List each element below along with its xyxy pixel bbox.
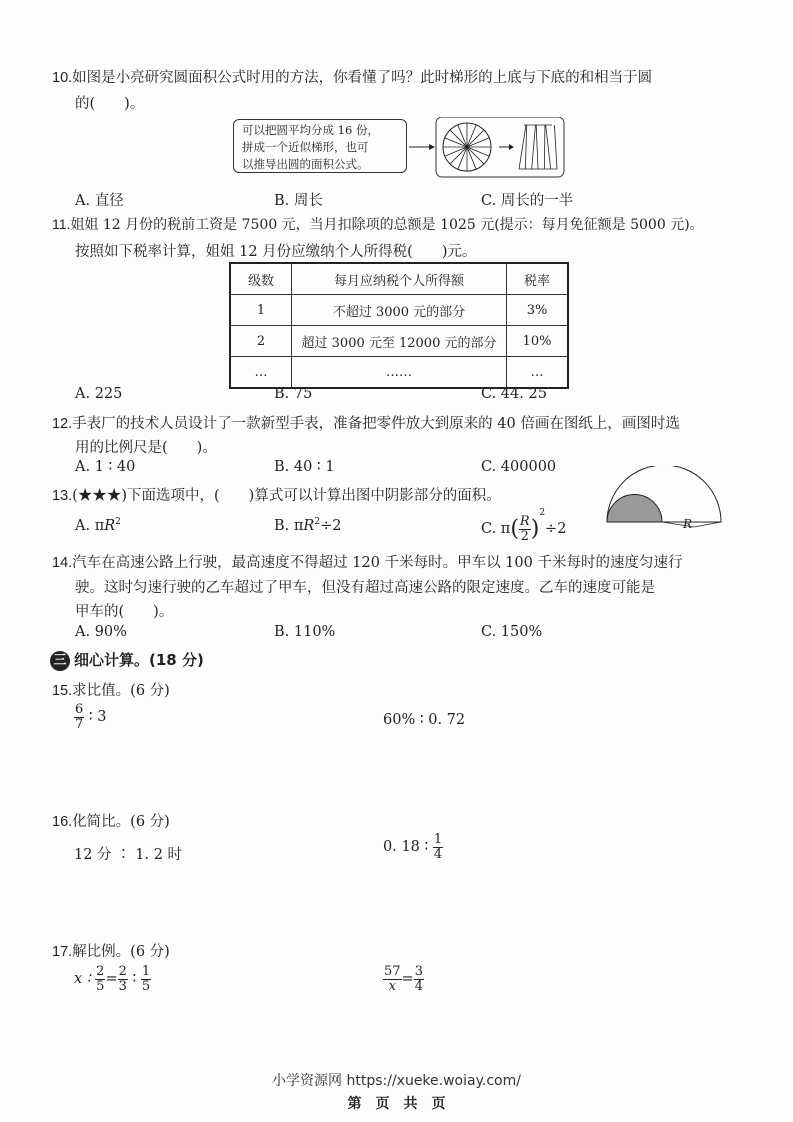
q14-option-b[interactable]: B. 110% <box>274 624 336 640</box>
table-cell: 1 <box>230 295 292 326</box>
q15-expr-a: $\frac{6}{7}$ ∶ 3 <box>75 702 107 732</box>
table-row <box>230 357 568 389</box>
section-3-heading <box>50 649 204 671</box>
table-cell: 10% <box>507 326 569 357</box>
figure-text-line: 拼成一个近似梯形，也可 <box>242 140 369 154</box>
divided-circle <box>443 123 491 171</box>
q15-expr-b: 60% ∶ 0. 72 <box>383 712 466 728</box>
q13-option-a[interactable]: A. $\pi R^2$ <box>75 517 121 534</box>
q13-semicircle-figure <box>604 466 744 532</box>
q14-line1: 14.汽车在高速公路上行驶，最高速度不得超过 120 千米每时。甲车以 100 千米每时的速度匀速行 <box>52 555 683 571</box>
q16-title: 16.化简比。(6 分) <box>52 814 170 830</box>
q17-expr-a: x ∶ $\frac{2}{5}$ = $\frac{2}{3}$ ∶ $\frac{1}{5}$ <box>74 964 151 994</box>
q14-line3: 甲车的( )。 <box>75 604 174 620</box>
table-header: 每月应纳税个人所得额 <box>292 263 507 295</box>
q10-circle-trapezoid-diagram <box>233 117 565 179</box>
page-number: 第 页 共 页 <box>347 1096 446 1112</box>
q11-option-c[interactable]: C. 44. 25 <box>481 386 547 402</box>
q16-expr-a: 12 分 ∶ 1. 2 时 <box>74 847 183 863</box>
q12-line2: 用的比例尺是( )。 <box>75 440 217 456</box>
table-header-row <box>230 263 568 295</box>
q14-line2: 驶。这时匀速行驶的乙车超过了甲车，但没有超过高速公路的限定速度。乙车的速度可能是 <box>75 580 655 596</box>
q12-option-b[interactable]: B. 40 ∶ 1 <box>274 459 335 475</box>
tax-rate-table <box>229 262 569 389</box>
q13-option-b[interactable]: B. $\pi R^2\div 2$ <box>274 517 342 534</box>
table-row <box>230 295 568 326</box>
q14-option-c[interactable]: C. 150% <box>481 624 543 640</box>
q10-option-c[interactable]: C. 周长的一半 <box>481 193 574 209</box>
q17-title: 17.解比例。(6 分) <box>52 944 170 960</box>
q17-expr-b: $\frac{57}{x}=$ $\frac{3}{4}$ <box>384 964 423 994</box>
table-cell: 超过 3000 元至 12000 元的部分 <box>292 326 507 357</box>
approx-trapezoid <box>519 125 557 169</box>
difficulty-stars: (★★★) <box>72 488 127 504</box>
q12-option-a[interactable]: A. 1 ∶ 40 <box>75 459 136 475</box>
q12-line1: 12.手表厂的技术人员设计了一款新型手表，准备把零件放大到原来的 40 倍画在图纸上，画图时选 <box>52 416 680 432</box>
table-cell: …… <box>292 357 507 389</box>
q14-option-a[interactable]: A. 90% <box>75 624 127 640</box>
q12-option-c[interactable]: C. 400000 <box>481 459 557 475</box>
q15-title: 15.求比值。(6 分) <box>52 683 170 699</box>
table-row <box>230 326 568 357</box>
q11-line2: 按照如下税率计算，姐姐 12 月份应缴纳个人所得税( )元。 <box>75 244 477 260</box>
table-header: 级数 <box>230 263 292 295</box>
table-cell: 2 <box>230 326 292 357</box>
section-number-badge: 三 <box>50 651 70 671</box>
figure-text-line: 可以把圆平均分成 16 份， <box>242 123 379 137</box>
table-cell: 3% <box>507 295 569 326</box>
q11-line1: 11.姐姐 12 月份的税前工资是 7500 元，当月扣除项的总额是 1025 元(提示：每月免征额是 5000 元)。 <box>52 216 704 233</box>
radius-label: R <box>683 517 693 531</box>
q10-line1: 10.如图是小亮研究圆面积公式时用的方法，你看懂了吗？此时梯形的上底与下底的和相当于圆 <box>52 70 653 86</box>
table-cell: 不超过 3000 元的部分 <box>292 295 507 326</box>
q10-option-a[interactable]: A. 直径 <box>75 193 124 209</box>
section-title: 细心计算。(18 分) <box>74 651 204 669</box>
q16-expr-b: 0. 18 ∶ $\frac{1}{4}$ <box>383 832 443 862</box>
figure-text-line: 以推导出圆的面积公式。 <box>242 157 369 171</box>
q10-line2: 的( )。 <box>75 96 145 112</box>
table-header: 税率 <box>507 263 569 295</box>
footer-watermark: 小学资源网 https://xueke.woiay.com/ <box>272 1073 521 1089</box>
table-cell: … <box>507 357 569 389</box>
table-cell: … <box>230 357 292 389</box>
q11-option-a[interactable]: A. 225 <box>75 386 123 402</box>
q11-option-b[interactable]: B. 75 <box>274 386 313 402</box>
q10-option-b[interactable]: B. 周长 <box>274 193 323 209</box>
q10-figure <box>233 117 565 179</box>
q13-line: 13.(★★★)下面选项中，( )算式可以计算出图中阴影部分的面积。 <box>52 488 501 504</box>
q13-option-c[interactable]: C. π( $\frac{R}{2}$ )$^2$÷2 <box>481 508 567 544</box>
